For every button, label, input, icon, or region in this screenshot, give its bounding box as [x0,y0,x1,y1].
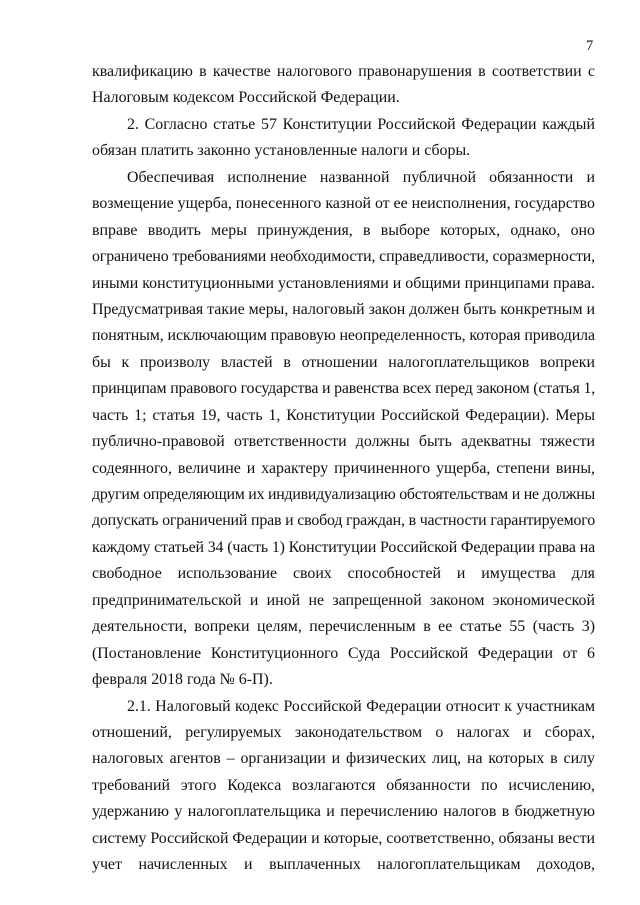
text-line: часть 1; статья 19, часть 1, Конституции Российской Федерации). Меры [92,406,595,424]
text-line: учет начисленных и выплаченных налогоплательщикам доходов, [92,856,595,874]
text-line: бы к произволу властей в отношении налогоплательщиков вопреки [92,353,595,371]
text-line: Налоговым кодексом Российской Федерации. [92,89,400,107]
text-line: вправе вводить меры принуждения, в выборе которых, однако, оно [92,221,595,239]
text-line: отношений, регулируемых законодательством о налогах и сборах, [92,723,595,741]
text-line: принципам правового государства и равенства всех перед законом (статья 1, [92,380,595,398]
text-line: содеянного, величине и характеру причиненного ущерба, степени вины, [92,459,595,477]
text-line: понятным, исключающим правовую неопределенность, которая приводила [92,327,595,345]
text-line: систему Российской Федерации и которые, соответственно, обязаны вести [92,829,595,847]
text-line: деятельности, вопреки целям, перечисленным в ее статье 55 (часть 3) [92,618,595,636]
text-line: предпринимательской и иной не запрещенной законом экономической [92,591,595,609]
text-line: свободное использование своих способностей и имущества для [92,565,595,583]
text-line: квалификацию в качестве налогового правонарушения в соответствии с [92,63,595,80]
text-line: Предусматривая такие меры, налоговый закон должен быть конкретным и [92,300,595,318]
text-line: публично-правовой ответственности должны быть адекватны тяжести [92,433,595,451]
text-line: другим определяющим их индивидуализацию обстоятельствам и не должны [92,486,595,503]
page-number: 7 [586,38,594,54]
text-line: ограничено требованиями необходимости, справедливости, соразмерности, [92,248,595,266]
text-line: (Постановление Конституционного Суда Российской Федерации от 6 [92,644,595,662]
document-body [92,59,595,879]
text-line: 2.1. Налоговый кодекс Российской Федерации относит к участникам [127,697,595,715]
text-line: требований этого Кодекса возлагаются обязанности по исчислению, [92,776,595,794]
text-line: удержанию у налогоплательщика и перечислению налогов в бюджетную [92,803,595,821]
text-line: допускать ограничений прав и свобод граждан, в частности гарантируемого [92,512,595,530]
text-line: обязан платить законно установленные налоги и сборы. [92,142,471,160]
text-line: февраля 2018 года № 6-П). [92,671,273,689]
text-line: возмещение ущерба, понесенного казной от ее неисполнения, государство [92,195,595,213]
text-line: налоговых агентов – организации и физических лиц, на которых в силу [92,750,595,768]
text-line: каждому статьей 34 (часть 1) Конституции Российской Федерации права на [92,538,595,556]
text-line: иными конституционными установлениями и общими принципами права. [92,274,595,292]
text-line: Обеспечивая исполнение названной публичной обязанности и [127,168,595,186]
text-line: 2. Согласно статье 57 Конституции Российской Федерации каждый [127,115,595,133]
